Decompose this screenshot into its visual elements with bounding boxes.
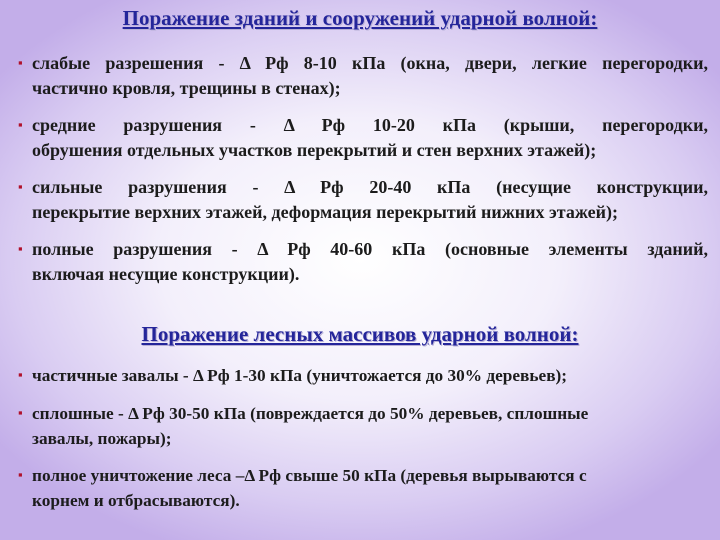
list-item-line: ▪ полное уничтожение леса –Δ Рф свыше 50 кПа (деревья вырываются с: [18, 462, 708, 488]
list-item-line: включая несущие конструкции).: [32, 264, 300, 284]
list-item-line: перекрытие верхних этажей, деформация перекрытий нижних этажей);: [32, 202, 619, 222]
list-item-weak-damage: [18, 50, 708, 101]
list-item-line: корнем и отбрасываются).: [32, 491, 240, 510]
list-item-line: ▪ слабые разрешения - Δ Рф 8-10 кПа (окна, двери, легкие перегородки,: [18, 50, 708, 76]
section-forest-title: Поражение лесных массивов ударной волной:: [141, 322, 579, 346]
list-item-full-damage: [18, 236, 708, 287]
list-item-total-destruction: [18, 462, 708, 513]
list-item-line: ▪ сильные разрушения - Δ Рф 20-40 кПа (несущие конструкции,: [18, 174, 708, 200]
list-item-line: ▪ полные разрушения - Δ Рф 40-60 кПа (основные элементы зданий,: [18, 236, 708, 262]
list-item-line: обрушения отдельных участков перекрытий и стен верхних этажей);: [32, 140, 597, 160]
list-item-continuous-blockage: [18, 400, 708, 451]
list-item-medium-damage: [18, 112, 708, 163]
list-item-line: завалы, пожары);: [32, 429, 172, 448]
list-item-strong-damage: [18, 174, 708, 225]
list-item-line: ▪ средние разрушения - Δ Рф 10-20 кПа (крыши, перегородки,: [18, 112, 708, 138]
list-item-line: ▪ частичные завалы - Δ Рф 1-30 кПа (уничтожается до 30% деревьев);: [18, 362, 708, 388]
section-buildings-title: Поражение зданий и сооружений ударной волной:: [122, 6, 598, 30]
list-item-line: ▪ сплошные - Δ Рф 30-50 кПа (повреждается до 50% деревьев, сплошные: [18, 400, 708, 426]
list-item-line: частично кровля, трещины в стенах);: [32, 78, 341, 98]
list-item-partial-blockage: [18, 362, 708, 388]
